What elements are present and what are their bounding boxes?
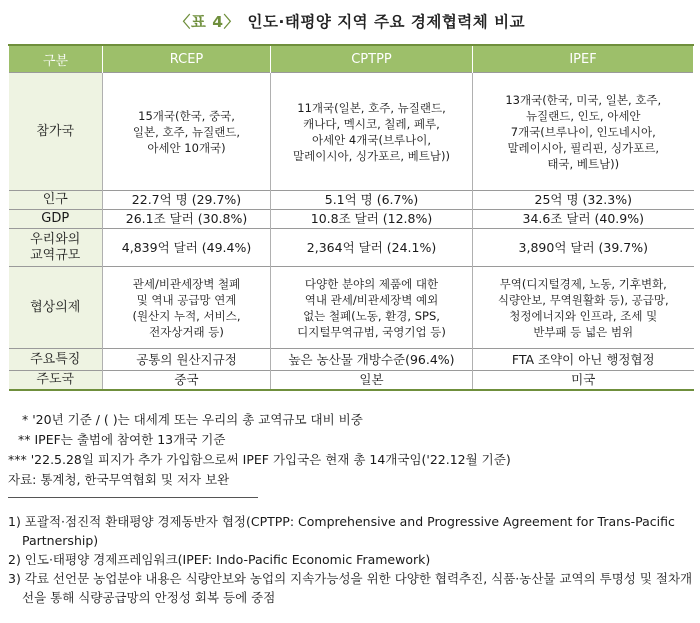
cell-line: 11개국(일본, 호주, 뉴질랜드, — [297, 100, 446, 115]
cell-line: 및 역내 공급망 연계 — [136, 292, 237, 307]
cell-ipef — [473, 229, 694, 267]
cell-line: 캐나다, 멕시코, 칠레, 페루, — [303, 116, 440, 131]
cell-line: (원산지 누적, 서비스, — [132, 308, 241, 323]
cell-line: 아세안 4개국(브루나이, — [311, 132, 432, 147]
row-label-line: 인구 — [42, 192, 68, 207]
cell-line: FTA 조약이 아닌 행정협정 — [511, 351, 655, 367]
cell-ipef — [473, 210, 694, 229]
row-label-line: 주요특징 — [30, 351, 81, 367]
cell-ipef — [473, 371, 694, 391]
cell-cptpp — [271, 191, 473, 210]
footnotes — [8, 512, 693, 607]
cell-line: 일본, 호주, 뉴질랜드, — [132, 124, 241, 139]
table-row-negotiation-agenda — [9, 267, 694, 349]
cell-line: 13개국(한국, 미국, 일본, 호주, — [505, 92, 662, 107]
cell-rcep — [103, 371, 271, 391]
cell-ipef — [473, 73, 694, 191]
cell-line: 5.1억 명 (6.7%) — [324, 192, 419, 207]
cell-rcep — [103, 349, 271, 371]
table-notes — [8, 410, 511, 490]
cell-cptpp — [271, 73, 473, 191]
header-ipef: IPEF — [473, 45, 694, 73]
header-category: 구분 — [9, 45, 103, 73]
cell-line: 다양한 분야의 제품에 대한 — [304, 276, 439, 291]
table-row-population — [9, 191, 694, 210]
cell-rcep — [103, 73, 271, 191]
header-rcep: RCEP — [103, 45, 271, 73]
table-row-leading-country — [9, 371, 694, 391]
table-caption: 인도·태평양 지역 주요 경제협력체 비교 — [247, 13, 526, 31]
cell-line: 역내 관세/비관세장벽 예외 — [304, 292, 439, 307]
comparison-table — [8, 44, 694, 391]
note-line: * '20년 기준 / ( )는 대세계 또는 우리의 총 교역규모 대비 비중 — [22, 412, 363, 427]
cell-line: 반부패 등 넓은 범위 — [533, 324, 634, 339]
cell-line: 22.7억 명 (29.7%) — [131, 192, 242, 207]
cell-line: 관세/비관세장벽 철폐 — [132, 276, 241, 291]
table-header-row — [9, 45, 694, 73]
table-row-gdp — [9, 210, 694, 229]
cell-line: 15개국(한국, 중국, — [138, 108, 235, 123]
note-line: ** IPEF는 출범에 참여한 13개국 기준 — [18, 432, 226, 447]
cell-cptpp — [271, 210, 473, 229]
cell-rcep — [103, 229, 271, 267]
cell-line: 말레이시아, 필리핀, 싱가포르, — [507, 140, 660, 155]
row-label — [9, 267, 103, 349]
cell-ipef — [473, 267, 694, 349]
note-line: *** '22.5.28일 피지가 추가 가입함으로써 IPEF 가입국은 현재 총 14개국임('22.12월 기준) — [8, 452, 511, 467]
cell-line: 34.6조 달러 (40.9%) — [522, 211, 644, 226]
cell-line: 일본 — [359, 372, 384, 387]
table-row-trade-volume — [9, 229, 694, 267]
cell-line: 청정에너지와 인프라, 조세 및 — [509, 308, 658, 323]
cell-line: 공통의 원산지규정 — [136, 351, 237, 367]
row-label — [9, 371, 103, 391]
footnote-divider — [8, 497, 258, 498]
table-row-participants — [9, 73, 694, 191]
cell-line: 전자상거래 등) — [149, 324, 224, 339]
cell-line: 미국 — [571, 372, 596, 387]
cell-line: 식량안보, 무역원활화 등), 공급망, — [497, 292, 669, 307]
row-label-line: 협상의제 — [30, 299, 81, 315]
cell-line: 3,890억 달러 (39.7%) — [518, 239, 648, 255]
row-label-line: 참가국 — [36, 123, 75, 139]
cell-line: 4,839억 달러 (49.4%) — [121, 239, 252, 255]
cell-line: 10.8조 달러 (12.8%) — [310, 211, 433, 226]
cell-rcep — [103, 267, 271, 349]
row-label-line: GDP — [41, 211, 70, 226]
cell-line: 디지털무역규범, 국영기업 등) — [297, 324, 446, 339]
row-label-line: 주도국 — [36, 372, 75, 387]
footnote-2: 2) 인도·태평양 경제프레임워크(IPEF: Indo-Pacific Economic Framework) — [8, 552, 431, 567]
source-line: 자료: 통계청, 한국무역협회 및 저자 보완 — [8, 472, 230, 487]
cell-line: 7개국(브루나이, 인도네시아, — [510, 124, 656, 139]
row-label — [9, 229, 103, 267]
header-cptpp: CPTPP — [271, 45, 473, 73]
row-label — [9, 73, 103, 191]
row-label-line: 우리와의 — [30, 231, 81, 247]
cell-line: 말레이시아, 싱가포르, 베트남)) — [293, 148, 450, 163]
cell-line: 25억 명 (32.3%) — [534, 192, 632, 207]
cell-line: 태국, 베트남)) — [547, 156, 620, 171]
cell-ipef — [473, 349, 694, 371]
footnote-1: 1) 포괄적·점진적 환태평양 경제동반자 협정(CPTPP: Comprehensive and Progressive Agreement for Trans-Pacific Partnership) — [8, 514, 675, 548]
cell-line: 26.1조 달러 (30.8%) — [125, 211, 248, 226]
table-title — [0, 10, 700, 32]
table-row-main-features — [9, 349, 694, 371]
row-label — [9, 349, 103, 371]
cell-line: 뉴질랜드, 인도, 아세안 — [525, 108, 641, 123]
row-label-line: 교역규모 — [30, 247, 81, 263]
cell-rcep — [103, 210, 271, 229]
table-number: 〈표 4〉 — [174, 13, 240, 31]
cell-cptpp — [271, 349, 473, 371]
cell-line: 2,364억 달러 (24.1%) — [306, 239, 437, 255]
footnote-3: 3) 각료 선언문 농업분야 내용은 식량안보와 농업의 지속가능성을 위한 다양한 협력추진, 식품·농산물 교역의 투명성 및 절차개선을 통해 식량공급망의 안정성 회복 등에 중점 — [8, 571, 693, 605]
cell-ipef — [473, 191, 694, 210]
row-label — [9, 191, 103, 210]
cell-cptpp — [271, 371, 473, 391]
cell-line: 아세안 10개국) — [147, 140, 226, 155]
cell-line: 없는 철폐(노동, 환경, SPS, — [303, 308, 440, 323]
cell-rcep — [103, 191, 271, 210]
cell-line: 무역(디지털경제, 노동, 기후변화, — [499, 276, 667, 291]
cell-cptpp — [271, 267, 473, 349]
row-label — [9, 210, 103, 229]
cell-line: 높은 농산물 개방수준(96.4%) — [288, 351, 455, 367]
cell-line: 중국 — [174, 372, 199, 387]
cell-cptpp — [271, 229, 473, 267]
